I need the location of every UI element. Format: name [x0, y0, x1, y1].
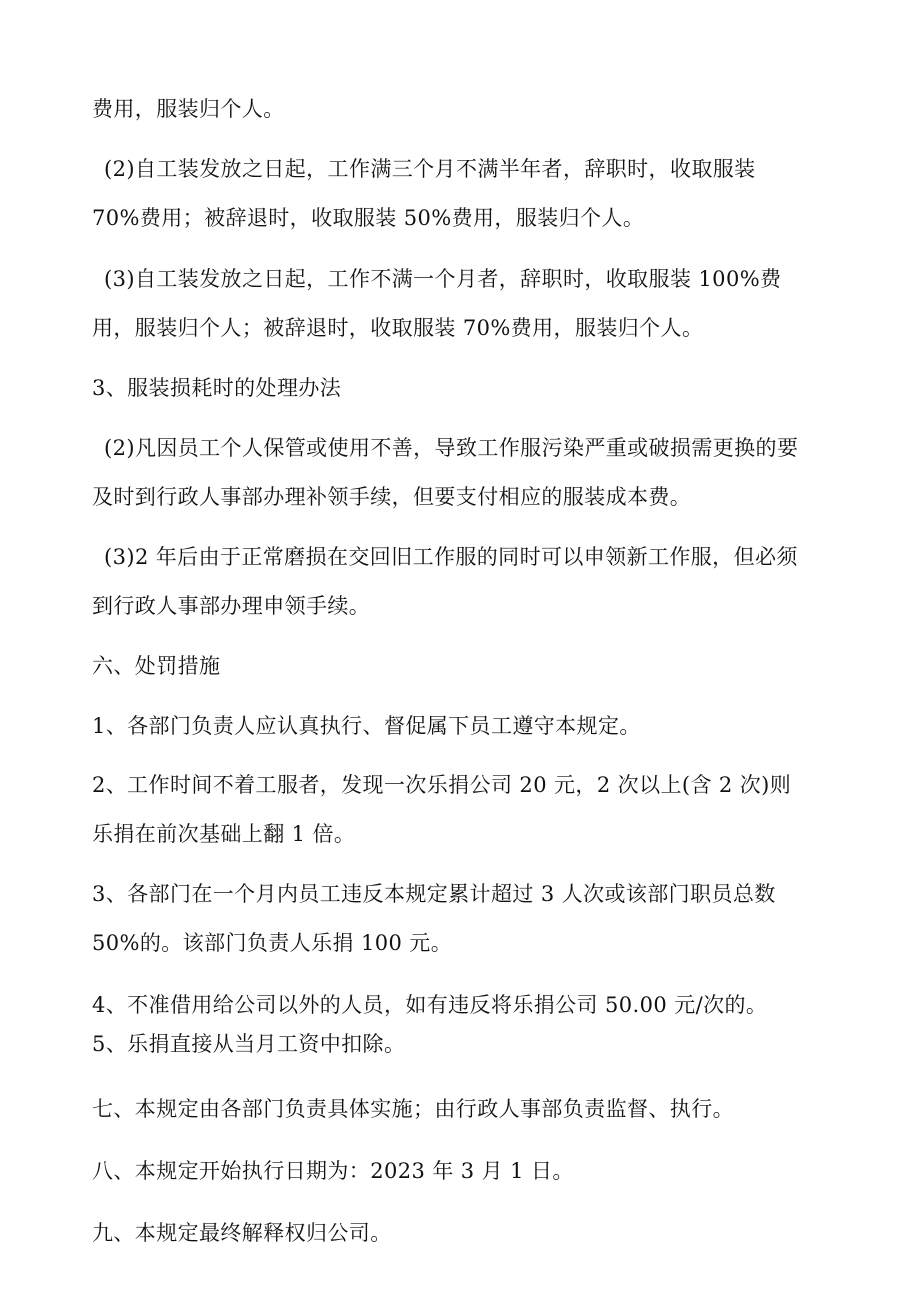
paragraph-line: (2)凡因员工个人保管或使用不善，导致工作服污染严重或破损需更换的要 [104, 436, 799, 460]
section-heading: 七、本规定由各部门负责具体实施；由行政人事部负责监督、执行。 [92, 1097, 734, 1121]
paragraph-line: (3)自工装发放之日起，工作不满一个月者，辞职时，收取服装 100%费 [104, 267, 782, 291]
paragraph-line: (3)2 年后由于正常磨损在交回旧工作服的同时可以申领新工作服，但必须 [104, 545, 798, 569]
section-heading: 九、本规定最终解释权归公司。 [92, 1221, 392, 1245]
paragraph-line: 2、工作时间不着工服者，发现一次乐捐公司 20 元，2 次以上(含 2 次)则 [92, 773, 792, 797]
section-heading: 六、处罚措施 [92, 654, 221, 678]
paragraph-line: 70%费用；被辞退时，收取服装 50%费用，服装归个人。 [92, 206, 645, 230]
paragraph-line: 用，服装归个人；被辞退时，收取服装 70%费用，服装归个人。 [92, 316, 704, 340]
paragraph-line: 费用，服装归个人。 [92, 97, 285, 121]
paragraph-line: 1、各部门负责人应认真执行、督促属下员工遵守本规定。 [92, 714, 641, 738]
paragraph-line: (2)自工装发放之日起，工作满三个月不满半年者，辞职时，收取服装 [104, 157, 756, 181]
paragraph-line: 50%的。该部门负责人乐捐 100 元。 [92, 931, 453, 955]
paragraph-line: 乐捐在前次基础上翻 1 倍。 [92, 822, 356, 846]
paragraph-line: 5、乐捐直接从当月工资中扣除。 [92, 1032, 406, 1056]
section-heading: 八、本规定开始执行日期为：2023 年 3 月 1 日。 [92, 1159, 574, 1183]
paragraph-line: 到行政人事部办理申领手续。 [92, 594, 371, 618]
paragraph-line: 及时到行政人事部办理补领手续，但要支付相应的服装成本费。 [92, 485, 692, 509]
paragraph-line: 4、不准借用给公司以外的人员，如有违反将乐捐公司 50.00 元/次的。 [92, 993, 768, 1017]
section-heading: 3、服装损耗时的处理办法 [92, 376, 342, 400]
paragraph-line: 3、各部门在一个月内员工违反本规定累计超过 3 人次或该部门职员总数 [92, 882, 776, 906]
